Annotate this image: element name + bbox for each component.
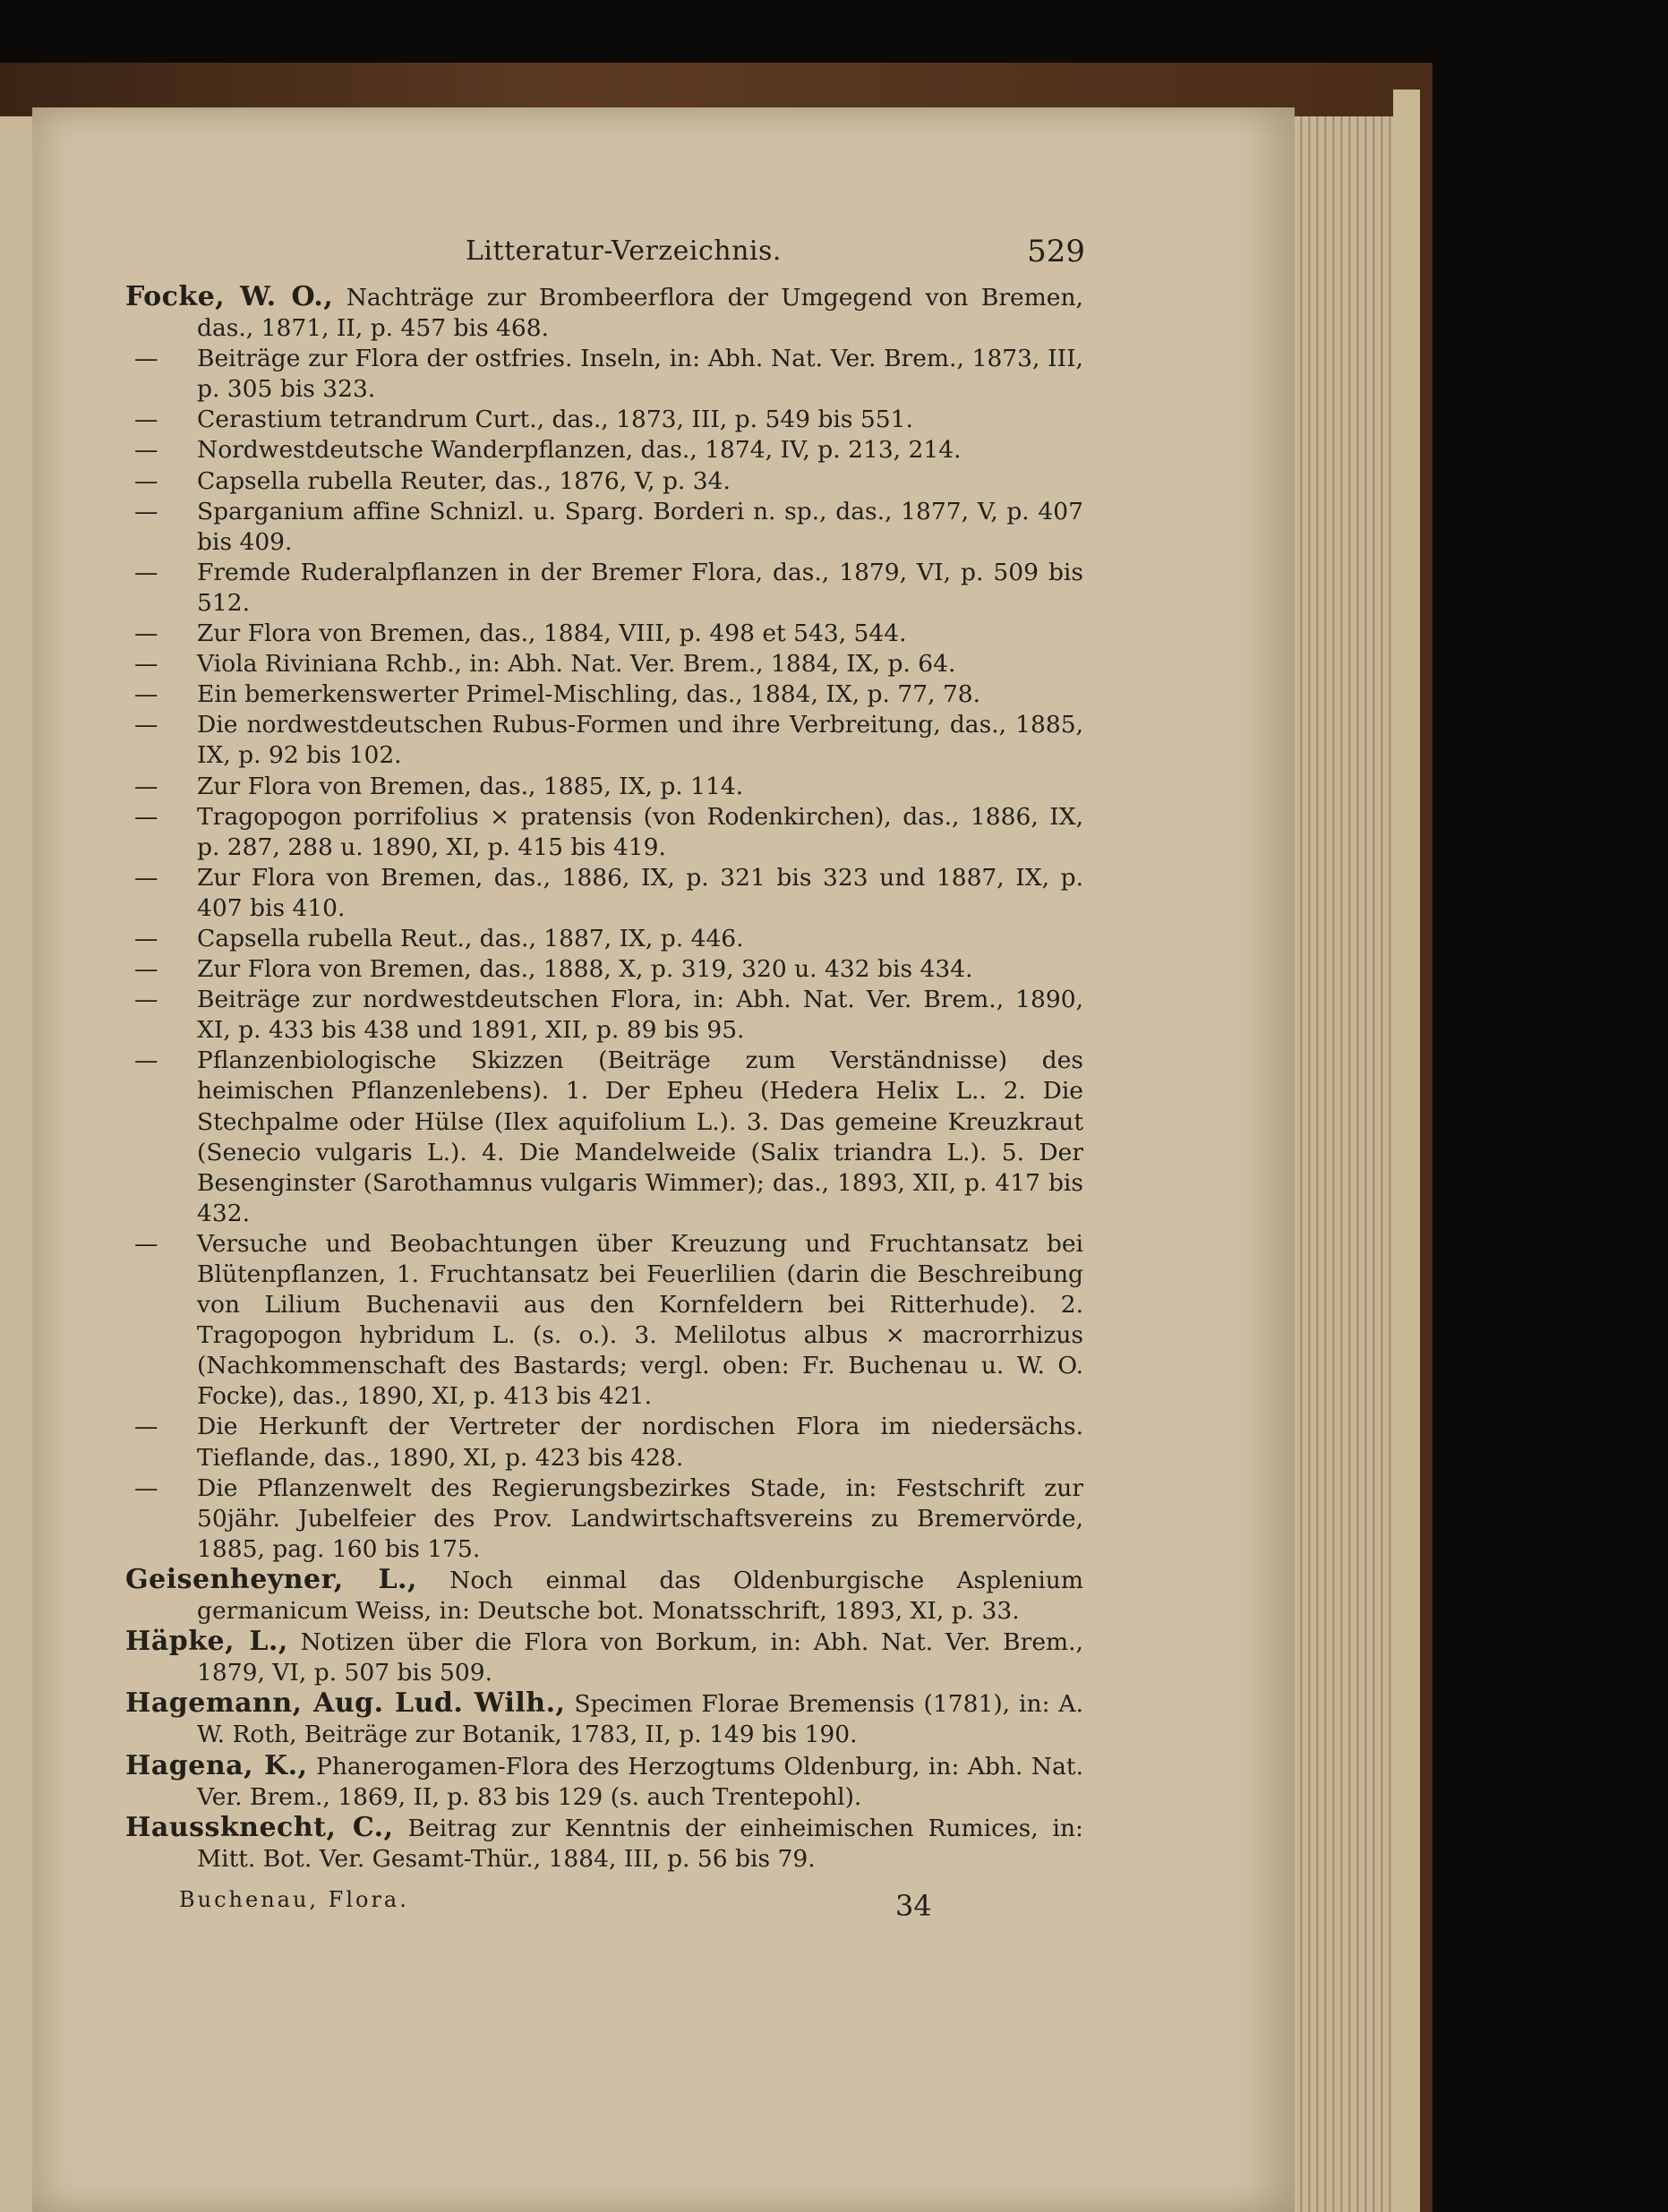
- sub-entry: [125, 1229, 1083, 1413]
- sub-entry: [125, 1473, 1083, 1565]
- entry-text: Zur Flora von Bremen, das., 1888, X, p. 319, 320 u. 432 bis 434.: [197, 955, 973, 984]
- entry-text: Versuche und Beobachtungen über Kreuzung und Fruchtansatz bei Blütenpflanzen, 1. Fruchtansatz bei Feuerlilien (darin die Beschreibung von Lilium Buchenavii aus den Kornfeldern bei Ritterhude). 2. Tragopogon hybridum L. (s. o.). 3. Melilotus albus × macrorrhizus (Nachkommenschaft des Bastards; vergl. oben: Fr. Buchenau u. W. O. Focke), das., 1890, XI, p. 413 bis 421.: [197, 1229, 1083, 1411]
- entry-text: Cerastium tetrandrum Curt., das., 1873, III, p. 549 bis 551.: [197, 406, 913, 434]
- book-binding-edge: [1393, 90, 1420, 2212]
- entry-text: Beitrag zur Kenntnis der einheimischen Rumices, in: Mitt. Bot. Ver. Gesamt-Thür., 1884, III, p. 56 bis 79.: [197, 1814, 1083, 1873]
- ditto-dash: —: [134, 772, 158, 800]
- ditto-dash: —: [134, 863, 158, 892]
- ditto-dash: —: [134, 497, 158, 525]
- ditto-dash: —: [134, 1046, 158, 1075]
- sub-entry: [125, 985, 1083, 1046]
- entry-text: Zur Flora von Bremen, das., 1884, VIII, p. 498 et 543, 544.: [197, 619, 907, 648]
- entry-text: Noch einmal das Oldenburgische Asplenium germanicum Weiss, in: Deutsche bot. Monatsschrift, 1893, XI, p. 33.: [197, 1566, 1083, 1626]
- entry-text: Ein bemerkenswerter Primel-Mischling, das., 1884, IX, p. 77, 78.: [197, 680, 981, 709]
- entry-text: Zur Flora von Bremen, das., 1886, IX, p. 321 bis 323 und 1887, IX, p. 407 bis 410.: [197, 863, 1083, 922]
- sub-entry: [125, 497, 1083, 558]
- sub-entry: [125, 649, 1083, 679]
- facing-page-edge: [0, 116, 32, 2212]
- bibliography-entries: [125, 282, 1083, 1875]
- sub-entry: [125, 435, 1083, 465]
- author-name: Geisenheyner, L.,: [125, 1563, 417, 1595]
- ditto-dash: —: [134, 802, 158, 831]
- ditto-dash: —: [134, 986, 158, 1014]
- ditto-dash: —: [134, 924, 158, 952]
- ditto-dash: —: [134, 711, 158, 739]
- sub-entry: [125, 710, 1083, 771]
- printer-signature: Buchenau, Flora.: [179, 1886, 409, 1912]
- ditto-dash: —: [134, 466, 158, 495]
- ditto-dash: —: [134, 955, 158, 984]
- sheet-number: 34: [895, 1888, 932, 1923]
- sub-entry: [125, 772, 1083, 802]
- sub-entry: [125, 405, 1083, 435]
- ditto-dash: —: [134, 1229, 158, 1258]
- sub-entry: [125, 344, 1083, 405]
- page-stack-edges: [1295, 116, 1393, 2212]
- ditto-dash: —: [134, 680, 158, 709]
- ditto-dash: —: [134, 406, 158, 434]
- entry-text: Die Pflanzenwelt des Regierungsbezirkes Stade, in: Festschrift zur 50jähr. Jubelfeier des Prov. Landwirtschaftsvereins zu Bremervörde, 1885, pag. 160 bis 175.: [197, 1473, 1083, 1563]
- sub-entry: [125, 679, 1083, 710]
- sub-entry: [125, 1046, 1083, 1229]
- author-name: Hagena, K.,: [125, 1749, 308, 1781]
- sub-entry: [125, 558, 1083, 619]
- entry-text: Capsella rubella Reut., das., 1887, IX, p. 446.: [197, 924, 744, 952]
- page-footer: [125, 1882, 1083, 1923]
- sub-entry: [125, 466, 1083, 497]
- sub-entry: [125, 954, 1083, 985]
- entry-text: Nachträge zur Brombeerflora der Umgegend von Bremen, das., 1871, II, p. 457 bis 468.: [197, 284, 1083, 343]
- entry-text: Notizen über die Flora von Borkum, in: Abh. Nat. Ver. Brem., 1879, VI, p. 507 bis 509.: [197, 1628, 1083, 1687]
- sub-entry: [125, 1412, 1083, 1473]
- entry-text: Nordwestdeutsche Wanderpflanzen, das., 1874, IV, p. 213, 214.: [197, 436, 962, 465]
- running-header: [125, 219, 1083, 282]
- entry-text: Phanerogamen-Flora des Herzogtums Oldenburg, in: Abh. Nat. Ver. Brem., 1869, II, p. 83 bis 129 (s. auch Trentepohl).: [197, 1752, 1083, 1811]
- author-name: Hagemann, Aug. Lud. Wilh.,: [125, 1687, 566, 1720]
- page-content: [125, 219, 1083, 1923]
- author-name: Haussknecht, C.,: [125, 1811, 394, 1843]
- ditto-dash: —: [134, 619, 158, 648]
- author-name: Häpke, L.,: [125, 1626, 288, 1658]
- ditto-dash: —: [134, 558, 158, 586]
- ditto-dash: —: [134, 345, 158, 373]
- entry-text: Viola Riviniana Rchb., in: Abh. Nat. Ver. Brem., 1884, IX, p. 64.: [197, 650, 956, 679]
- entry-text: Zur Flora von Bremen, das., 1885, IX, p. 114.: [197, 772, 744, 800]
- entry-text: Tragopogon porrifolius × pratensis (von Rodenkirchen), das., 1886, IX, p. 287, 288 u. 1890, XI, p. 415 bis 419.: [197, 802, 1083, 861]
- sub-entry: [125, 863, 1083, 924]
- entry-text: Beiträge zur Flora der ostfries. Inseln, in: Abh. Nat. Ver. Brem., 1873, III, p. 305 bis 323.: [197, 345, 1083, 404]
- entry-text: Capsella rubella Reuter, das., 1876, V, p. 34.: [197, 466, 731, 495]
- author-entry: [125, 1627, 1083, 1688]
- ditto-dash: —: [134, 1473, 158, 1502]
- entry-text: Specimen Florae Bremensis (1781), in: A. W. Roth, Beiträge zur Botanik, 1783, II, p. 149 bis 190.: [197, 1690, 1083, 1749]
- sub-entry: [125, 924, 1083, 954]
- ditto-dash: —: [134, 436, 158, 465]
- author-entry: [125, 1688, 1083, 1750]
- entry-text: Beiträge zur nordwestdeutschen Flora, in: Abh. Nat. Ver. Brem., 1890, XI, p. 433 bis 438 und 1891, XII, p. 89 bis 95.: [197, 986, 1083, 1045]
- page-number: 529: [1027, 234, 1085, 269]
- entry-text: Fremde Ruderalpflanzen in der Bremer Flora, das., 1879, VI, p. 509 bis 512.: [197, 558, 1083, 617]
- author-entry: [125, 1565, 1083, 1627]
- author-name: Focke, W. O.,: [125, 281, 334, 312]
- author-entry: [125, 282, 1083, 344]
- entry-text: Pflanzenbiologische Skizzen (Beiträge zum Verständnisse) des heimischen Pflanzenlebens). 1. Der Epheu (Hedera Helix L.. 2. Die Stechpalme oder Hülse (Ilex aquifolium L.). 3. Das gemeine Kreuzkraut (Senecio vulgaris L.). 4. Die Mandelweide (Salix triandra L.). 5. Der Besenginster (Sarothamnus vulgaris Wimmer); das., 1893, XII, p. 417 bis 432.: [197, 1046, 1083, 1227]
- ditto-dash: —: [134, 650, 158, 679]
- author-entry: [125, 1751, 1083, 1813]
- ditto-dash: —: [134, 1413, 158, 1441]
- sub-entry: [125, 619, 1083, 649]
- author-entry: [125, 1813, 1083, 1875]
- entry-text: Sparganium affine Schnizl. u. Sparg. Borderi n. sp., das., 1877, V, p. 407 bis 409.: [197, 497, 1083, 556]
- entry-text: Die nordwestdeutschen Rubus-Formen und ihre Verbreitung, das., 1885, IX, p. 92 bis 102.: [197, 711, 1083, 770]
- entry-text: Die Herkunft der Vertreter der nordischen Flora im niedersächs. Tieflande, das., 1890, XI, p. 423 bis 428.: [197, 1413, 1083, 1472]
- sub-entry: [125, 802, 1083, 863]
- running-title: Litteratur-Verzeichnis.: [466, 235, 782, 267]
